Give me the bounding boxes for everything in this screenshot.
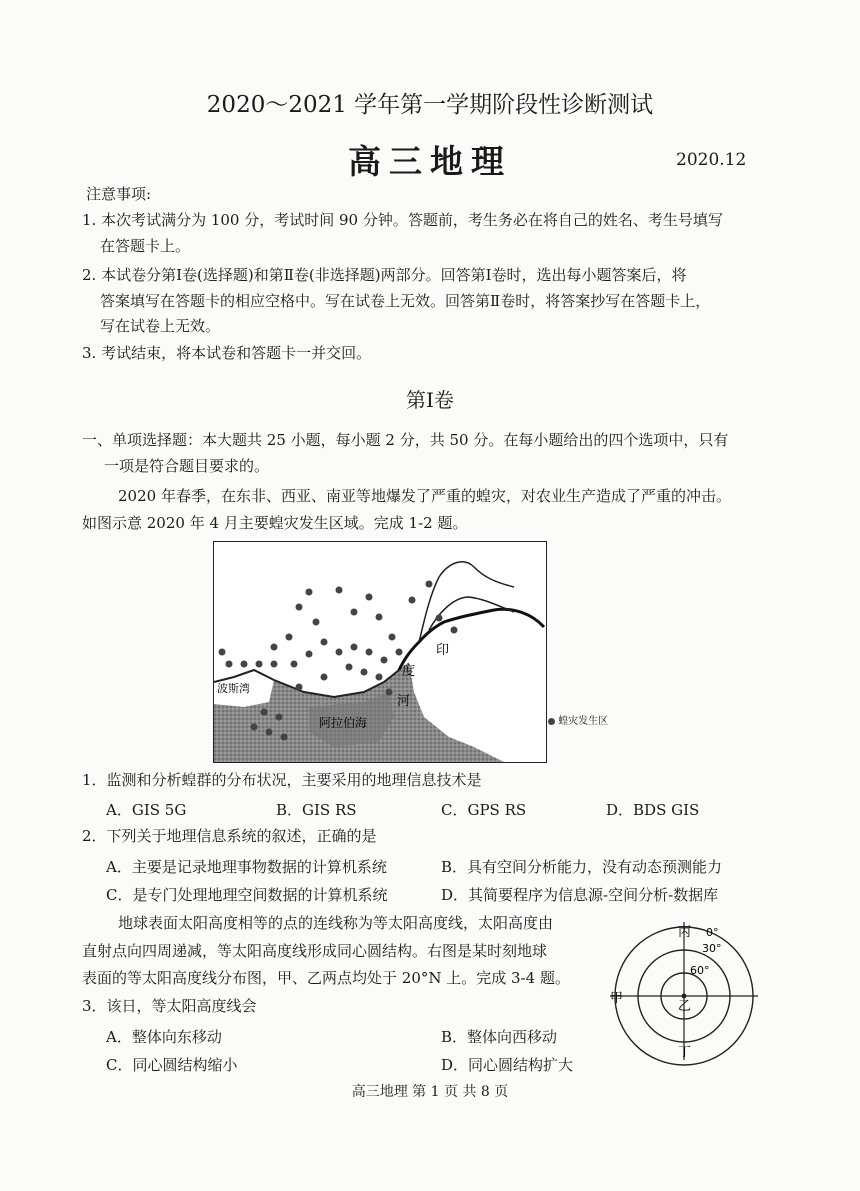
section-instruction-line-2: 一项是符合题目要求的。 [104,457,270,475]
label-he: 河 [397,694,411,709]
label-30-deg: 30° [702,942,722,955]
label-yi: 乙 [678,999,692,1014]
q3-option-a[interactable]: A．整体向东移动 [106,1028,222,1046]
label-yin: 印 [436,643,450,658]
label-jia: 甲 [610,991,624,1006]
exam-date: 2020.12 [676,150,747,170]
q3-option-b[interactable]: B．整体向西移动 [441,1028,558,1046]
center-point [682,994,687,999]
q2-option-c[interactable]: C．是专门处理地理空间数据的计算机系统 [106,886,388,904]
label-du: 度 [402,664,416,679]
note-1-line-1: 1. 本次考试满分为 100 分，考试时间 90 分钟。答题前，考生务必在将自己的姓名、考生号填写 [82,211,723,229]
legend-label: 蝗灾发生区 [558,716,609,727]
passage-2-line-2: 直射点向四周递减，等太阳高度线形成同心圆结构。右图是某时刻地球 [82,942,548,960]
q1-option-c[interactable]: C．GPS RS [441,801,527,819]
note-2-line-2: 答案填写在答题卡的相应空格中。写在试卷上无效。回答第Ⅱ卷时，将答案抄写在答题卡上， [100,292,711,310]
q3-stem: 3．该日，等太阳高度线会 [82,997,257,1015]
locust-map-drawing [214,542,546,762]
section-title: 第Ⅰ卷 [406,388,454,412]
note-3: 3. 考试结束，将本试卷和答题卡一并交回。 [82,344,372,362]
q1-option-b[interactable]: B．GIS RS [276,801,357,819]
passage-2-line-1: 地球表面太阳高度相等的点的连线称为等太阳高度线，太阳高度由 [118,914,554,932]
q1-option-a[interactable]: A．GIS 5G [106,801,187,819]
map-legend [548,712,608,727]
passage-1-line-1: 2020 年春季，在东非、西亚、南亚等地爆发了严重的蝗灾，对农业生产造成了严重的冲击。 [118,487,731,505]
label-60-deg: 60° [690,964,710,977]
q3-option-d[interactable]: D．同心圆结构扩大 [441,1056,574,1074]
q1-option-d[interactable]: D．BDS GIS [606,801,700,819]
passage-1-line-2: 如图示意 2020 年 4 月主要蝗灾发生区域。完成 1-2 题。 [82,514,468,532]
label-arabian-sea: 阿拉伯海 [319,716,368,730]
q3-option-c[interactable]: C．同心圆结构缩小 [106,1056,238,1074]
legend-dot-icon [548,718,555,725]
note-2-line-3: 写在试卷上无效。 [100,317,221,335]
q2-option-d[interactable]: D．其简要程序为信息源-空间分析-数据库 [441,886,719,904]
locust-map [213,541,547,763]
label-bing: 丙 [678,925,692,940]
subject-title: 高三地理 [348,142,512,181]
q1-stem: 1．监测和分析蝗群的分布状况，主要采用的地理信息技术是 [82,771,482,789]
note-1-line-2: 在答题卡上。 [100,237,191,255]
page-footer: 高三地理 第 1 页 共 8 页 [351,1084,509,1100]
label-ding: 丁 [678,1045,692,1060]
q2-option-b[interactable]: B．具有空间分析能力，没有动态预测能力 [441,858,723,876]
note-2-line-1: 2. 本试卷分第Ⅰ卷(选择题)和第Ⅱ卷(非选择题)两部分。回答第Ⅰ卷时，选出每小题答案后，将 [82,266,687,284]
exam-title: 2020～2021 学年第一学期阶段性诊断测试 [206,92,654,118]
indus-river [399,609,544,670]
notes-heading: 注意事项: [86,185,152,203]
sun-altitude-diagram [598,914,772,1066]
label-0-deg: 0° [706,926,719,939]
q2-option-a[interactable]: A．主要是记录地理事物数据的计算机系统 [106,858,387,876]
passage-2-line-3: 表面的等太阳高度线分布图，甲、乙两点均处于 20°N 上。完成 3-4 题。 [82,969,570,987]
label-persian-gulf: 波斯湾 [217,682,250,695]
q2-stem: 2．下列关于地理信息系统的叙述，正确的是 [82,827,377,845]
section-instruction-line-1: 一、单项选择题：本大题共 25 小题，每小题 2 分，共 50 分。在每小题给出的四个选项中，只有 [82,431,729,449]
